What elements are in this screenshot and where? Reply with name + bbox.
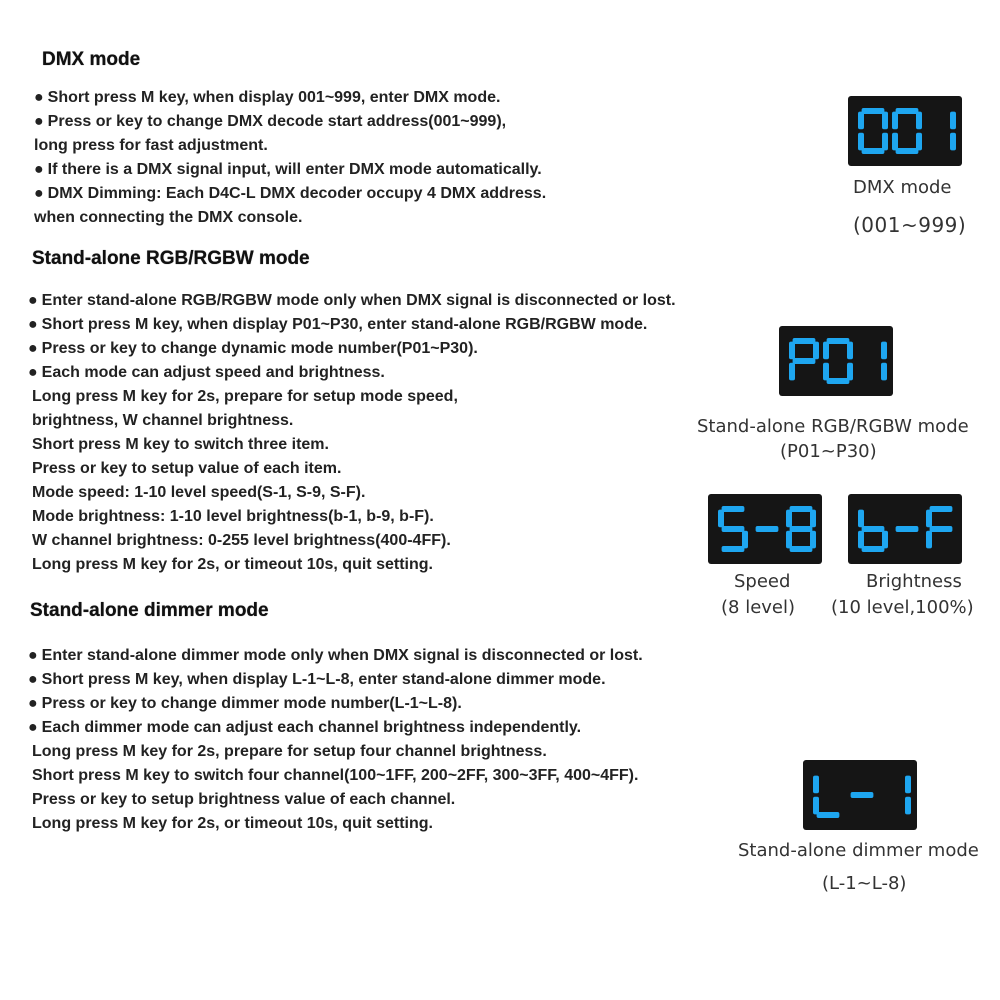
led-segment-g [862,526,885,532]
led-segment-d [896,148,919,154]
led-segment-c [882,133,888,151]
led-segment-c [881,363,887,381]
brightness-range-caption: (10 level,100%) [831,597,974,618]
seven-segment-readout [779,326,893,396]
rgb-mode-range-caption: (P01~P30) [780,441,877,462]
led-segment-a [827,338,850,344]
rgb-mode-caption: Stand-alone RGB/RGBW mode [697,416,969,437]
dimmer-mode-range-caption: (L-1~L-8) [822,873,907,894]
rgb-line-4: ● Each mode can adjust speed and brightness. [28,364,385,381]
led-segment-d [862,148,885,154]
led-segment-e [858,133,864,151]
bullet-icon: ● [28,695,38,712]
led-segment-c [950,133,956,151]
led-segment-f [813,776,819,794]
dimmer-line-3: ● Press or key to change dimmer mode number(L-1~L-8). [28,695,462,712]
rgb-line-1: ● Enter stand-alone RGB/RGBW mode only when DMX signal is disconnected or lost. [28,292,676,309]
led-segment-a [862,108,885,114]
led-segment-d [790,546,813,552]
speed-display [708,494,822,564]
rgb-line-10: Mode brightness: 1-10 level brightness(b-1, b-9, b-F). [32,508,434,525]
seven-segment-readout [708,494,822,564]
led-segment-e [813,797,819,815]
bullet-icon: ● [28,647,38,664]
led-segment-b [813,342,819,360]
dimmer-line-1: ● Enter stand-alone dimmer mode only when DMX signal is disconnected or lost. [28,647,643,664]
led-segment-g [790,526,813,532]
rgb-line-12: Long press M key for 2s, or timeout 10s, quit setting. [32,556,433,573]
rgb-line-7: Short press M key to switch three item. [32,436,329,453]
led-segment-b [905,776,911,794]
seven-segment-readout [848,494,962,564]
dimmer-mode-heading: Stand-alone dimmer mode [30,600,269,621]
rgb-line-8: Press or key to setup value of each item. [32,460,342,477]
led-segment-f [789,342,795,360]
bullet-icon: ● [28,340,38,357]
dmx-line-6: when connecting the DMX console. [34,209,303,226]
bullet-icon: ● [28,364,38,381]
led-segment-f [858,510,864,528]
dimmer-line-8: Long press M key for 2s, or timeout 10s, quit setting. [32,815,433,832]
led-segment-b [810,510,816,528]
dimmer-mode-caption: Stand-alone dimmer mode [738,840,979,861]
led-segment-c [916,133,922,151]
rgb-mode-heading: Stand-alone RGB/RGBW mode [32,248,310,269]
bullet-icon: ● [34,161,44,178]
dimmer-line-6: Short press M key to switch four channel(100~1FF, 200~2FF, 300~3FF, 400~4FF). [32,767,639,784]
led-segment-e [823,363,829,381]
dmx-line-2: ● Press or key to change DMX decode start address(001~999), [34,113,507,130]
led-segment-c [882,531,888,549]
dmx-line-5: ● DMX Dimming: Each D4C-L DMX decoder occupy 4 DMX address. [34,185,547,202]
led-segment-f [718,510,724,528]
led-segment-b [950,112,956,130]
led-segment-a [793,338,816,344]
led-segment-f [926,510,932,528]
led-segment-f [858,112,864,130]
led-segment-b [881,342,887,360]
brightness-caption: Brightness [866,571,962,592]
dimmer-mode-display [803,760,917,830]
dimmer-line-7: Press or key to setup brightness value of each channel. [32,791,456,808]
rgb-line-3: ● Press or key to change dynamic mode number(P01~P30). [28,340,478,357]
brightness-display [848,494,962,564]
led-segment-g [930,526,953,532]
led-segment-f [892,112,898,130]
dmx-line-1: ● Short press M key, when display 001~999, enter DMX mode. [34,89,501,106]
rgb-line-9: Mode speed: 1-10 level speed(S-1, S-9, S-F). [32,484,366,501]
led-segment-b [882,112,888,130]
led-segment-g [896,526,919,532]
led-segment-g [756,526,779,532]
dmx-mode-heading: DMX mode [42,49,141,70]
rgb-line-5: Long press M key for 2s, prepare for setup mode speed, [32,388,458,405]
dmx-mode-display [848,96,962,166]
bullet-icon: ● [34,113,44,130]
led-segment-g [722,526,745,532]
led-segment-b [916,112,922,130]
dimmer-line-4: ● Each dimmer mode can adjust each channel brightness independently. [28,719,582,736]
led-segment-d [862,546,885,552]
led-segment-c [742,531,748,549]
dmx-line-3: long press for fast adjustment. [34,137,268,154]
rgb-line-11: W channel brightness: 0-255 level brightness(400-4FF). [32,532,451,549]
bullet-icon: ● [28,292,38,309]
rgb-mode-display [779,326,893,396]
seven-segment-readout [848,96,962,166]
dimmer-line-5: Long press M key for 2s, prepare for setup four channel brightness. [32,743,547,760]
bullet-icon: ● [28,671,38,688]
speed-range-caption: (8 level) [721,597,796,618]
speed-caption: Speed [734,571,791,592]
dmx-mode-range-caption: (001~999) [853,213,967,237]
bullet-icon: ● [34,185,44,202]
led-segment-g [793,358,816,364]
led-segment-d [722,546,745,552]
rgb-line-6: brightness, W channel brightness. [32,412,294,429]
led-segment-c [810,531,816,549]
led-segment-d [827,378,850,384]
bullet-icon: ● [28,719,38,736]
dmx-line-4: ● If there is a DMX signal input, will enter DMX mode automatically. [34,161,542,178]
led-segment-g [851,792,874,798]
led-segment-b [847,342,853,360]
led-segment-f [823,342,829,360]
bullet-icon: ● [28,316,38,333]
led-segment-a [930,506,953,512]
led-segment-a [896,108,919,114]
dimmer-line-2: ● Short press M key, when display L-1~L-8, enter stand-alone dimmer mode. [28,671,606,688]
bullet-icon: ● [34,89,44,106]
led-segment-e [892,133,898,151]
led-segment-d [817,812,840,818]
led-segment-e [926,531,932,549]
dmx-mode-caption: DMX mode [853,177,952,198]
rgb-line-2: ● Short press M key, when display P01~P30, enter stand-alone RGB/RGBW mode. [28,316,648,333]
led-segment-a [722,506,745,512]
led-segment-a [790,506,813,512]
led-segment-c [847,363,853,381]
led-segment-e [858,531,864,549]
led-segment-e [786,531,792,549]
seven-segment-readout [803,760,917,830]
led-segment-c [905,797,911,815]
led-segment-e [789,363,795,381]
led-segment-f [786,510,792,528]
